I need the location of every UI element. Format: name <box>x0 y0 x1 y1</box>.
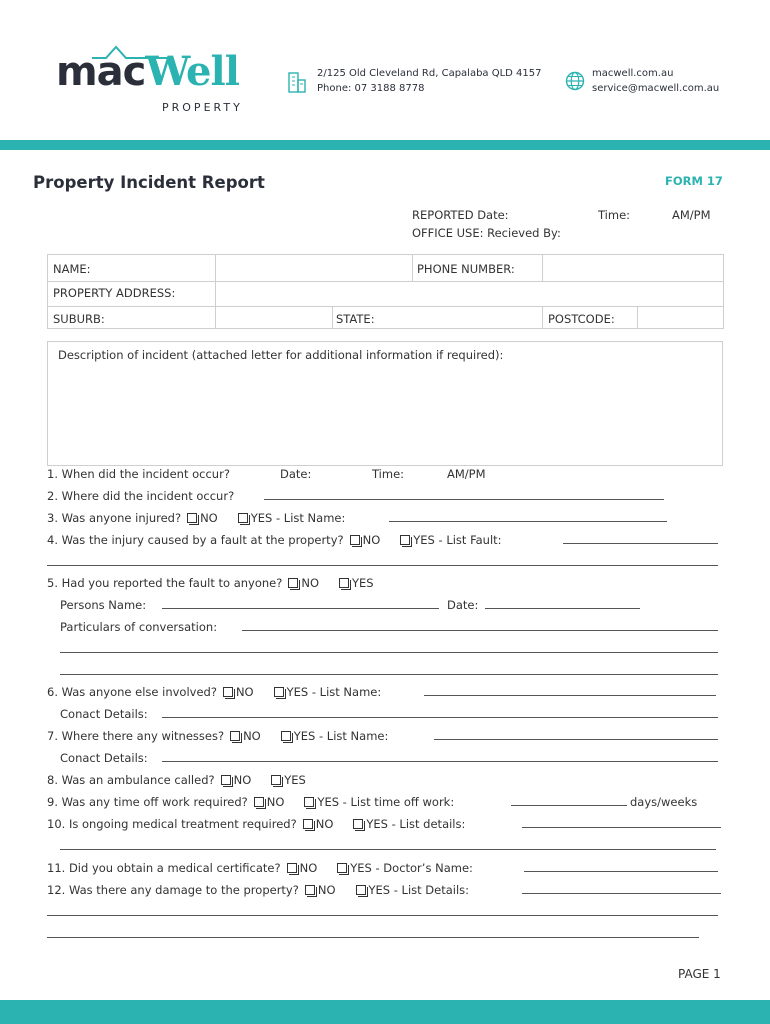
q10-label: 10. Is ongoing medical treatment required? <box>47 817 297 831</box>
postcode-field[interactable] <box>638 306 723 328</box>
q8-row <box>47 773 306 787</box>
q11-no-label: NO <box>299 861 318 875</box>
q12-yes-label: YES - List Details: <box>368 883 470 897</box>
q10-yes-label: YES - List details: <box>366 817 466 831</box>
q11-row <box>47 861 473 875</box>
q2-label: 2. Where did the incident occur? <box>47 489 235 503</box>
q4-no-label: NO <box>362 533 381 547</box>
q10-no-label: NO <box>315 817 334 831</box>
q5-no-label: NO <box>301 576 319 590</box>
office-time-label: Time: <box>598 208 631 222</box>
q9-yes-checkbox[interactable] <box>304 797 314 807</box>
page-number: PAGE 1 <box>678 967 721 981</box>
q10-no-checkbox[interactable] <box>303 819 313 829</box>
q12-no-checkbox[interactable] <box>305 885 315 895</box>
q7-no-label: NO <box>243 729 261 743</box>
q7-label: 7. Where there any witnesses? <box>47 729 225 743</box>
q9-label: 9. Was any time off work required? <box>47 795 248 809</box>
q5-yes-label: YES <box>352 576 374 590</box>
q5-particulars-line[interactable] <box>242 630 718 631</box>
q9-line[interactable] <box>511 805 627 806</box>
logo-mac: mac <box>56 49 146 95</box>
contact-address <box>317 66 542 96</box>
q3-line[interactable] <box>389 521 667 522</box>
q11-yes-checkbox[interactable] <box>337 863 347 873</box>
phone-label: PHONE NUMBER: <box>417 262 515 276</box>
q10-row <box>47 817 465 831</box>
q4-row <box>47 533 502 547</box>
q12-row <box>47 883 469 897</box>
q8-yes-checkbox[interactable] <box>271 775 281 785</box>
q7-line[interactable] <box>434 739 718 740</box>
q5-no-checkbox[interactable] <box>288 578 298 588</box>
q6-no-checkbox[interactable] <box>223 687 233 697</box>
footer-bar <box>0 1000 770 1024</box>
phone-field[interactable] <box>543 256 723 280</box>
q12-yes-checkbox[interactable] <box>356 885 366 895</box>
q12-line[interactable] <box>522 893 721 894</box>
q7-yes-checkbox[interactable] <box>281 731 291 741</box>
q4-line[interactable] <box>563 543 718 544</box>
q3-yes-checkbox[interactable] <box>238 513 248 523</box>
q8-no-checkbox[interactable] <box>221 775 231 785</box>
q1-time-label: Time: <box>372 467 405 481</box>
q7-yes-label: YES - List Name: <box>293 729 389 743</box>
q10-yes-checkbox[interactable] <box>353 819 363 829</box>
q3-label: 3. Was anyone injured? <box>47 511 182 525</box>
q6-label: 6. Was anyone else involved? <box>47 685 217 699</box>
q5-persons-line[interactable] <box>162 608 439 609</box>
q1-label: 1. When did the incident occur? <box>47 467 230 481</box>
form-number: FORM 17 <box>665 174 723 188</box>
q8-yes-label: YES <box>284 773 306 787</box>
email-link[interactable]: service@macwell.com.au <box>592 83 720 94</box>
q7-contact-line[interactable] <box>162 761 718 762</box>
suburb-label: SUBURB: <box>53 312 105 326</box>
logo-subtitle: PROPERTY <box>162 101 243 114</box>
q3-row <box>47 511 345 525</box>
office-ampm-label: AM/PM <box>672 208 711 222</box>
q12-line-3[interactable] <box>47 937 699 938</box>
q7-no-checkbox[interactable] <box>230 731 240 741</box>
q3-yes-label: YES - List Name: <box>250 511 346 525</box>
q9-row <box>47 795 454 809</box>
q11-no-checkbox[interactable] <box>287 863 297 873</box>
q5-particulars-line-3[interactable] <box>60 674 718 675</box>
q3-no-checkbox[interactable] <box>187 513 197 523</box>
q6-line[interactable] <box>424 695 716 696</box>
q5-persons-label: Persons Name: <box>60 598 147 612</box>
q11-line[interactable] <box>524 871 718 872</box>
q10-line-2[interactable] <box>60 849 716 850</box>
q5-date-label: Date: <box>447 598 479 612</box>
description-box[interactable] <box>47 341 723 466</box>
q5-label: 5. Had you reported the fault to anyone? <box>47 576 283 590</box>
q4-line-2[interactable] <box>47 565 718 566</box>
name-field[interactable] <box>216 256 412 280</box>
state-label: STATE: <box>336 312 375 326</box>
q2-line[interactable] <box>264 499 664 500</box>
q6-no-label: NO <box>235 685 254 699</box>
q10-line[interactable] <box>522 827 721 828</box>
q5-yes-checkbox[interactable] <box>339 578 349 588</box>
website-link[interactable]: macwell.com.au <box>592 68 674 79</box>
q5-date-line[interactable] <box>485 608 640 609</box>
name-label: NAME: <box>53 262 91 276</box>
property-address-field[interactable] <box>216 281 723 304</box>
q9-no-checkbox[interactable] <box>254 797 264 807</box>
reported-date-label: REPORTED Date: <box>412 208 509 222</box>
logo-wordmark <box>56 48 239 95</box>
logo-well: Well <box>145 48 239 95</box>
q6-row <box>47 685 381 699</box>
q1-ampm-label: AM/PM <box>447 467 486 481</box>
q9-no-label: NO <box>266 795 285 809</box>
q4-yes-label: YES - List Fault: <box>413 533 502 547</box>
q4-label: 4. Was the injury caused by a fault at the property? <box>47 533 344 547</box>
page-title: Property Incident Report <box>33 173 265 192</box>
q5-particulars-line-2[interactable] <box>60 652 718 653</box>
globe-icon <box>565 71 585 91</box>
property-address-label: PROPERTY ADDRESS: <box>53 286 176 300</box>
contact-web <box>592 66 719 96</box>
building-icon <box>288 71 306 93</box>
q12-line-2[interactable] <box>47 915 718 916</box>
q9-days-label: days/weeks <box>630 795 698 809</box>
q8-no-label: NO <box>233 773 252 787</box>
q9-yes-label: YES - List time off work: <box>317 795 455 809</box>
q12-no-label: NO <box>317 883 336 897</box>
address-text: 2/125 Old Cleveland Rd, Capalaba QLD 4157 <box>317 68 542 79</box>
q6-yes-label: YES - List Name: <box>286 685 382 699</box>
q5-particulars-label: Particulars of conversation: <box>60 620 218 634</box>
q12-label: 12. Was there any damage to the property? <box>47 883 299 897</box>
office-use-label: OFFICE USE: Recieved By: <box>412 226 561 240</box>
header-divider <box>0 140 770 150</box>
q1-date-label: Date: <box>280 467 312 481</box>
q11-yes-label: YES - Doctor’s Name: <box>350 861 473 875</box>
q4-yes-checkbox[interactable] <box>400 535 410 545</box>
q7-row <box>47 729 388 743</box>
description-label: Description of incident (attached letter for additional information if required): <box>58 348 504 362</box>
q11-label: 11. Did you obtain a medical certificate? <box>47 861 281 875</box>
q8-label: 8. Was an ambulance called? <box>47 773 215 787</box>
q6-yes-checkbox[interactable] <box>274 687 284 697</box>
postcode-label: POSTCODE: <box>548 312 615 326</box>
phone-text: Phone: 07 3188 8778 <box>317 83 425 94</box>
q6-contact-label: Conact Details: <box>60 707 148 721</box>
suburb-field[interactable] <box>216 306 332 328</box>
q3-no-label: NO <box>200 511 218 525</box>
q5-row <box>47 576 374 590</box>
q6-contact-line[interactable] <box>162 717 718 718</box>
q7-contact-label: Conact Details: <box>60 751 148 765</box>
q4-no-checkbox[interactable] <box>350 535 360 545</box>
